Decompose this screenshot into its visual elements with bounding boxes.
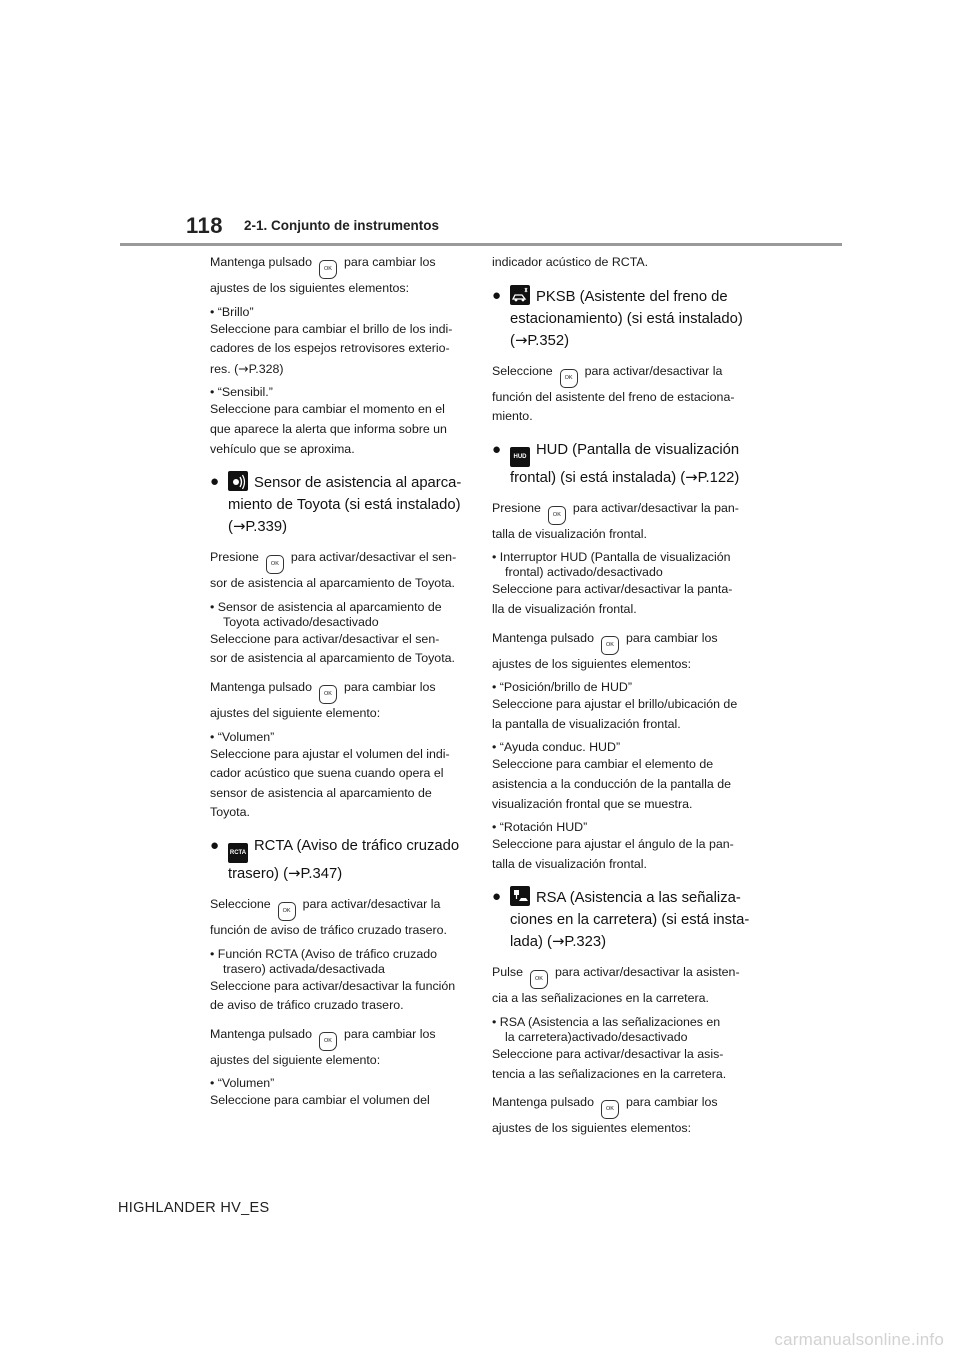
body-text: cador acústico que suena cuando opera el (210, 766, 444, 781)
heading-text: HUD (Pantalla de visualización (536, 441, 740, 458)
body-text: Seleccione para cambiar el volumen del (210, 1093, 430, 1108)
right-column (492, 253, 750, 1139)
section-heading-sensor: ● Sensor de asistencia al aparca- miento de Toyota (si está instalado) (→P.339) (210, 473, 462, 536)
bullet-dot: ● (492, 888, 502, 906)
body-text: función de aviso de tráfico cruzado trasero. (210, 922, 447, 937)
body-text: ajustes del siguiente elemento: (210, 705, 381, 720)
body-text: Seleccione para ajustar el ángulo de la pan- (492, 837, 734, 852)
body-text: sensor de asistencia al aparcamiento de (210, 785, 432, 800)
body-text: función del asistente del freno de estaciona- (492, 389, 735, 404)
bullet-dot: ● (492, 286, 502, 304)
bullet-item: • “Volumen” (210, 729, 275, 744)
body-text: ajustes de los siguientes elementos: (492, 1121, 692, 1136)
body-text: miento. (492, 409, 533, 424)
body-text: Seleccione para activar/desactivar la asis- (492, 1046, 724, 1061)
body-text: visualización frontal que se muestra. (492, 796, 693, 811)
body-text: que aparece la alerta que informa sobre un (210, 421, 447, 436)
ok-switch-icon: OK (601, 1100, 619, 1119)
bullet-item: • “Sensibil.” (210, 385, 273, 400)
ok-switch-icon: OK (319, 685, 337, 704)
page-header (0, 0, 960, 250)
body-text: tencia a las señalizaciones en la carretera. (492, 1066, 727, 1081)
body-text: Mantenga pulsado OK para cambiar los (492, 1093, 750, 1119)
bullet-item: • “Rotación HUD” (492, 820, 588, 835)
body-text: Seleccione para ajustar el volumen del indi- (210, 746, 450, 761)
bullet-item: • Función RCTA (Aviso de tráfico cruzado trasero) activada/desactivada (210, 946, 438, 976)
body-text: Presione OK para activar/desactivar la pan- (492, 499, 750, 525)
body-text: de aviso de tráfico cruzado trasero. (210, 998, 404, 1013)
heading-text: ciones en la carretera) (si está insta- (510, 912, 750, 929)
body-text: Mantenga pulsado OK para cambiar los (492, 629, 750, 655)
section-heading-rsa: ● RSA (Asistencia a las señaliza- ciones en la carretera) (si está insta- lada) (→P.323) (492, 888, 750, 951)
body-text: ajustes del siguiente elemento: (210, 1052, 381, 1067)
hud-icon: HUD (510, 447, 530, 467)
ok-switch-icon: OK (266, 555, 284, 574)
body-text: Seleccione para activar/desactivar la panta- (492, 582, 733, 597)
section-heading-hud: ● HUD HUD (Pantalla de visualización frontal) (si está instalada) (→P.122) (492, 440, 740, 486)
heading-text: miento de Toyota (si está instalado) (228, 497, 461, 514)
body-text: res. (→P.328) (210, 360, 284, 376)
body-text: Toyota. (210, 805, 250, 820)
body-text: sor de asistencia al aparcamiento de Toyota. (210, 651, 455, 666)
heading-text: Sensor de asistencia al aparca- (254, 475, 462, 492)
ok-switch-icon: OK (319, 1032, 337, 1051)
bullet-item: • Interruptor HUD (Pantalla de visualización frontal) activado/desactivado (492, 550, 731, 580)
bullet-item: • “Ayuda conduc. HUD” (492, 740, 621, 755)
body-text: cia a las señalizaciones en la carretera. (492, 991, 709, 1006)
ok-switch-icon: OK (278, 902, 296, 921)
watermark: carmanualsonline.info (774, 1330, 944, 1349)
bullet-item: • Sensor de asistencia al aparcamiento de Toyota activado/desactivado (210, 599, 442, 629)
heading-text: RSA (Asistencia a las señaliza- (536, 890, 741, 907)
bullet-item: • “Volumen” (210, 1076, 275, 1091)
section-title: 2-1. Conjunto de instrumentos (244, 218, 440, 233)
section-heading-rcta: ● RCTA RCTA (Aviso de tráfico cruzado trasero) (→P.347) (210, 836, 460, 882)
body-text: vehículo que se aproxima. (210, 441, 355, 456)
body-text: Mantenga pulsado OK para cambiar los (210, 678, 468, 704)
model-footer: HIGHLANDER HV_ES (118, 1200, 270, 1216)
heading-text: PKSB (Asistente del freno de (536, 288, 728, 305)
body-text: sor de asistencia al aparcamiento de Toyota. (210, 576, 455, 591)
bullet-dot: ● (210, 473, 220, 491)
bullet-item: • “Posición/brillo de HUD” (492, 680, 632, 695)
ok-switch-icon: OK (319, 260, 337, 279)
left-column (210, 253, 468, 1111)
rsa-icon (510, 886, 530, 906)
body-text: Seleccione para activar/desactivar el sen- (210, 631, 440, 646)
ok-switch-icon: OK (560, 369, 578, 388)
body-text: ajustes de los siguientes elementos: (492, 656, 692, 671)
parking-sensor-icon (228, 471, 248, 491)
header-divider (120, 243, 842, 246)
body-text: asistencia a la conducción de la pantalla de (492, 776, 732, 791)
bullet-item: • RSA (Asistencia a las señalizaciones en la carretera)activado/desactivado (492, 1014, 721, 1044)
body-text: cadores de los espejos retrovisores exterio- (210, 341, 450, 356)
page-number: 118 (186, 213, 223, 238)
ok-switch-icon: OK (601, 636, 619, 655)
body-text: talla de visualización frontal. (492, 856, 647, 871)
body-text: talla de visualización frontal. (492, 526, 647, 541)
ok-switch-icon: OK (530, 970, 548, 989)
rcta-icon: RCTA (228, 843, 248, 863)
body-text: lla de visualización frontal. (492, 601, 637, 616)
body-text: Pulse OK para activar/desactivar la asisten- (492, 963, 750, 989)
body-text: Mantenga pulsado OK para cambiar los (210, 1025, 468, 1051)
body-text: Presione OK para activar/desactivar el sen- (210, 548, 468, 574)
heading-text: estacionamiento) (si está instalado) (510, 310, 743, 327)
ok-switch-icon: OK (548, 506, 566, 525)
intro-line: ajustes de los siguientes elementos: (210, 281, 410, 295)
bullet-dot: ● (492, 440, 502, 458)
body-text: indicador acústico de RCTA. (492, 255, 649, 269)
pksb-icon (510, 285, 530, 305)
body-text: Seleccione para cambiar el brillo de los indi- (210, 321, 453, 336)
body-text: la pantalla de visualización frontal. (492, 716, 681, 731)
body-text: Seleccione para ajustar el brillo/ubicación de (492, 697, 738, 712)
body-text: Seleccione para cambiar el elemento de (492, 757, 714, 772)
body-text: Seleccione para cambiar el momento en el (210, 402, 445, 417)
heading-text: RCTA (Aviso de tráfico cruzado (254, 837, 460, 854)
intro-line: Mantenga pulsado OK para cambiar los (210, 253, 468, 279)
section-heading-pksb: ● PKSB (Asistente del freno de estacionamiento) (si está instalado) (→P.352) (492, 286, 743, 349)
bullet-dot: ● (210, 836, 220, 854)
body-text: Seleccione OK para activar/desactivar la (210, 895, 468, 921)
bullet-item: • “Brillo” (210, 304, 254, 319)
body-text: Seleccione OK para activar/desactivar la (492, 362, 750, 388)
body-text: Seleccione para activar/desactivar la función (210, 978, 456, 993)
